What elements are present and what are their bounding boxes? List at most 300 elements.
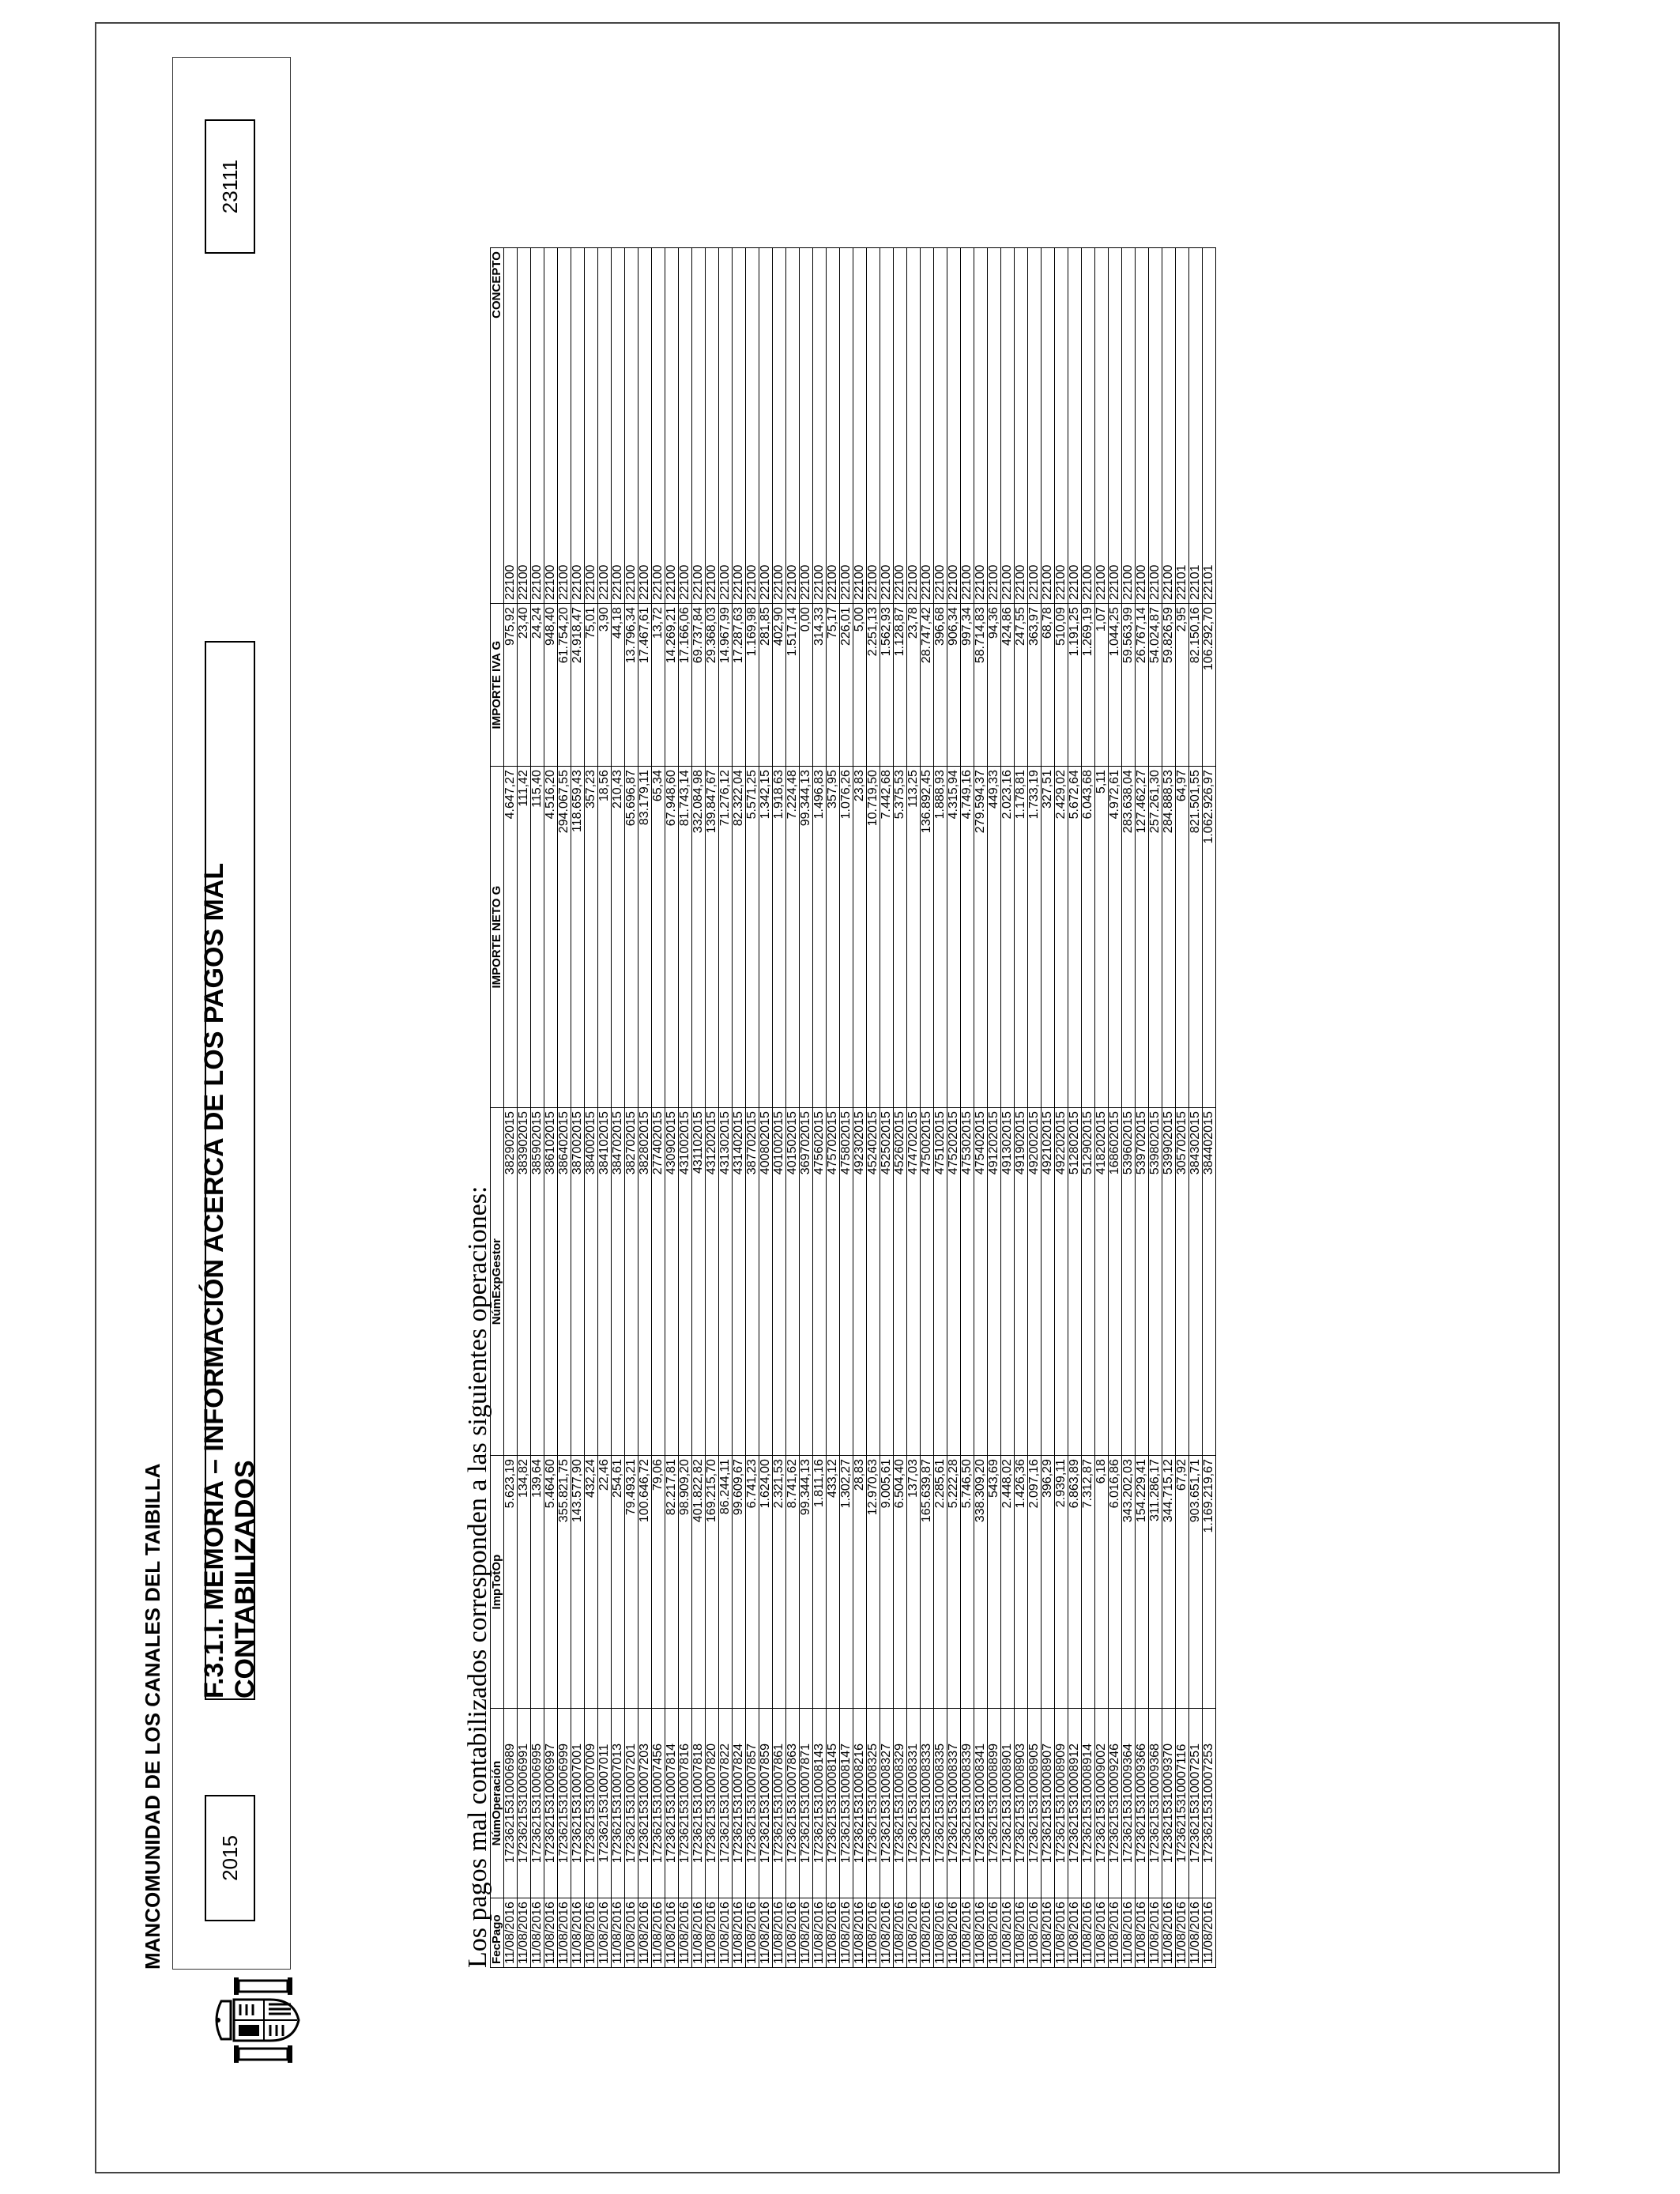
importe-iva-cell: 14.967,99 [719, 604, 733, 767]
numexpgestor-cell: 512902015 [1082, 1108, 1095, 1456]
numexpgestor-cell: 400802015 [759, 1108, 773, 1456]
importe-iva-cell: 1.562,93 [880, 604, 894, 767]
imptotop-cell: 12.970,63 [867, 1456, 880, 1709]
numoperacion-cell: 17236215310007820 [706, 1709, 719, 1898]
fecpago-cell: 11/08/2016 [1176, 1898, 1189, 1968]
imptotop-cell: 6.016,86 [1109, 1456, 1122, 1709]
concepto-cell: 22100 [1001, 248, 1015, 604]
importe-iva-cell: 510,09 [1055, 604, 1068, 767]
table-row [1042, 248, 1055, 1968]
fecpago-cell: 11/08/2016 [733, 1898, 746, 1968]
importe-iva-cell: 2,95 [1176, 604, 1189, 767]
fecpago-cell: 11/08/2016 [598, 1898, 612, 1968]
numoperacion-cell: 17236215310008912 [1068, 1709, 1082, 1898]
importe-iva-cell: 1.044,25 [1109, 604, 1122, 767]
importe-neto-cell: 210,43 [612, 767, 625, 1108]
numoperacion-cell: 17236215310009366 [1136, 1709, 1149, 1898]
table-row [880, 248, 894, 1968]
imptotop-cell: 99.609,67 [733, 1456, 746, 1709]
fecpago-cell: 11/08/2016 [544, 1898, 558, 1968]
imptotop-cell: 5.623,19 [504, 1456, 518, 1709]
fecpago-cell: 11/08/2016 [1001, 1898, 1015, 1968]
numexpgestor-cell: 384302015 [1189, 1108, 1203, 1456]
importe-neto-cell: 332.084,98 [692, 767, 706, 1108]
table-row [652, 248, 665, 1968]
table-row [853, 248, 867, 1968]
table-row [531, 248, 544, 1968]
fecpago-cell: 11/08/2016 [531, 1898, 544, 1968]
importe-iva-cell: 1.128,87 [894, 604, 907, 767]
concepto-cell: 22100 [1068, 248, 1082, 604]
imptotop-cell: 100.646,72 [638, 1456, 652, 1709]
numoperacion-cell: 17236215310007861 [773, 1709, 786, 1898]
numoperacion-cell: 17236215310007011 [598, 1709, 612, 1898]
imptotop-cell: 2.097,16 [1028, 1456, 1042, 1709]
importe-neto-cell: 82.322,04 [733, 767, 746, 1108]
table-row [1149, 248, 1162, 1968]
concepto-cell: 22100 [921, 248, 934, 604]
numexpgestor-cell: 539802015 [1149, 1108, 1162, 1456]
coat-of-arms-icon [215, 1976, 303, 2064]
numexpgestor-cell: 492302015 [853, 1108, 867, 1456]
numexpgestor-cell: 492102015 [1042, 1108, 1055, 1456]
importe-neto-cell: 357,23 [585, 767, 598, 1108]
importe-iva-cell: 226,01 [840, 604, 853, 767]
importe-iva-cell: 44,18 [612, 604, 625, 767]
table-row [773, 248, 786, 1968]
table-row [1136, 248, 1149, 1968]
table-row [1001, 248, 1015, 1968]
imptotop-cell: 82.217,81 [665, 1456, 679, 1709]
table-row [1162, 248, 1176, 1968]
imptotop-cell: 433,12 [827, 1456, 840, 1709]
fecpago-cell: 11/08/2016 [1203, 1898, 1216, 1968]
numoperacion-cell: 17236215310008909 [1055, 1709, 1068, 1898]
fecpago-cell: 11/08/2016 [988, 1898, 1001, 1968]
numoperacion-cell: 17236215310007857 [746, 1709, 759, 1898]
importe-neto-cell: 139.847,67 [706, 767, 719, 1108]
table-row [894, 248, 907, 1968]
fecpago-cell: 11/08/2016 [894, 1898, 907, 1968]
fecpago-cell: 11/08/2016 [1162, 1898, 1176, 1968]
importe-iva-cell: 997,34 [961, 604, 974, 767]
fecpago-cell: 11/08/2016 [612, 1898, 625, 1968]
importe-iva-cell: 28.747,42 [921, 604, 934, 767]
concepto-cell: 22100 [974, 248, 988, 604]
numexpgestor-cell: 382702015 [625, 1108, 638, 1456]
concepto-cell: 22100 [1082, 248, 1095, 604]
table-row [759, 248, 773, 1968]
importe-iva-cell: 29.368,03 [706, 604, 719, 767]
importe-iva-cell: 23,40 [518, 604, 531, 767]
importe-neto-cell: 6.043,68 [1082, 767, 1095, 1108]
importe-neto-cell: 2.429,02 [1055, 767, 1068, 1108]
numexpgestor-cell: 539602015 [1122, 1108, 1136, 1456]
operations-table [490, 247, 1216, 1968]
numexpgestor-cell: 384102015 [598, 1108, 612, 1456]
table-row [638, 248, 652, 1968]
importe-neto-cell: 1.918,63 [773, 767, 786, 1108]
numexpgestor-cell: 452502015 [880, 1108, 894, 1456]
numexpgestor-cell: 475702015 [827, 1108, 840, 1456]
imptotop-cell: 6.504,40 [894, 1456, 907, 1709]
concepto-cell: 22100 [733, 248, 746, 604]
importe-iva-cell: 24.918,47 [571, 604, 585, 767]
imptotop-cell: 28,83 [853, 1456, 867, 1709]
fecpago-cell: 11/08/2016 [504, 1898, 518, 1968]
numoperacion-cell: 17236215310007824 [733, 1709, 746, 1898]
fecpago-cell: 11/08/2016 [1082, 1898, 1095, 1968]
fecpago-cell: 11/08/2016 [706, 1898, 719, 1968]
numoperacion-cell: 17236215310008216 [853, 1709, 867, 1898]
numexpgestor-cell: 384402015 [1203, 1108, 1216, 1456]
importe-neto-cell: 81.743,14 [679, 767, 692, 1108]
imptotop-cell: 5.464,60 [544, 1456, 558, 1709]
fecpago-cell: 11/08/2016 [800, 1898, 813, 1968]
fecpago-cell: 11/08/2016 [947, 1898, 961, 1968]
numexpgestor-cell: 384002015 [585, 1108, 598, 1456]
concepto-cell: 22100 [706, 248, 719, 604]
numoperacion-cell: 17236215310007116 [1176, 1709, 1189, 1898]
concepto-cell: 22100 [961, 248, 974, 604]
concepto-cell: 22100 [853, 248, 867, 604]
concepto-cell: 22100 [759, 248, 773, 604]
fecpago-cell: 11/08/2016 [1136, 1898, 1149, 1968]
concepto-cell: 22100 [1162, 248, 1176, 604]
numoperacion-cell: 17236215310007814 [665, 1709, 679, 1898]
numexpgestor-cell: 475602015 [813, 1108, 827, 1456]
importe-neto-cell: 7.224,48 [786, 767, 800, 1108]
col-header-fecpago: FecPago [491, 1898, 504, 1968]
concepto-cell: 22100 [934, 248, 947, 604]
importe-iva-cell: 17.287,63 [733, 604, 746, 767]
fecpago-cell: 11/08/2016 [1015, 1898, 1028, 1968]
importe-iva-cell: 0,00 [800, 604, 813, 767]
imptotop-cell: 401.822,82 [692, 1456, 706, 1709]
importe-iva-cell: 59.563,99 [1122, 604, 1136, 767]
concepto-cell: 22100 [571, 248, 585, 604]
numoperacion-cell: 17236215310007013 [612, 1709, 625, 1898]
header-box [172, 57, 291, 1970]
importe-iva-cell: 106.292,70 [1203, 604, 1216, 767]
concepto-cell: 22100 [1028, 248, 1042, 604]
fecpago-cell: 11/08/2016 [719, 1898, 733, 1968]
fecpago-cell: 11/08/2016 [679, 1898, 692, 1968]
concepto-cell: 22100 [1149, 248, 1162, 604]
concepto-cell: 22100 [625, 248, 638, 604]
concepto-cell: 22100 [988, 248, 1001, 604]
importe-neto-cell: 1.733,19 [1028, 767, 1042, 1108]
table-row [719, 248, 733, 1968]
numoperacion-cell: 17236215310007203 [638, 1709, 652, 1898]
numexpgestor-cell: 430902015 [665, 1108, 679, 1456]
importe-neto-cell: 71.276,12 [719, 767, 733, 1108]
numoperacion-cell: 17236215310007251 [1189, 1709, 1203, 1898]
numoperacion-cell: 17236215310006999 [558, 1709, 571, 1898]
concepto-cell: 22100 [1042, 248, 1055, 604]
importe-neto-cell: 5.571,25 [746, 767, 759, 1108]
importe-iva-cell: 17.467,61 [638, 604, 652, 767]
importe-iva-cell: 247,55 [1015, 604, 1028, 767]
imptotop-cell: 9.005,61 [880, 1456, 894, 1709]
concepto-cell: 22100 [947, 248, 961, 604]
importe-neto-cell: 111,42 [518, 767, 531, 1108]
numoperacion-cell: 17236215310008337 [947, 1709, 961, 1898]
concepto-cell: 22101 [1176, 248, 1189, 604]
year-box: 2015 [205, 1795, 255, 1921]
concepto-cell: 22100 [1055, 248, 1068, 604]
fecpago-cell: 11/08/2016 [880, 1898, 894, 1968]
fecpago-cell: 11/08/2016 [773, 1898, 786, 1968]
importe-iva-cell: 2.251,13 [867, 604, 880, 767]
importe-iva-cell: 402,90 [773, 604, 786, 767]
concepto-cell: 22100 [867, 248, 880, 604]
concepto-cell: 22100 [531, 248, 544, 604]
document-title: F.3.1.I. MEMORIA – INFORMACIÓN ACERCA DE LOS PAGOS MAL CONTABILIZADOS [205, 641, 255, 1700]
numexpgestor-cell: 383902015 [518, 1108, 531, 1456]
imptotop-cell: 67,92 [1176, 1456, 1189, 1709]
importe-iva-cell: 281,85 [759, 604, 773, 767]
table-row [733, 248, 746, 1968]
numexpgestor-cell: 386102015 [544, 1108, 558, 1456]
table-row [585, 248, 598, 1968]
numoperacion-cell: 17236215310008335 [934, 1709, 947, 1898]
imptotop-cell: 154.229,41 [1136, 1456, 1149, 1709]
numexpgestor-cell: 386402015 [558, 1108, 571, 1456]
col-header-numexpgestor: NúmExpGestor [491, 1108, 504, 1456]
table-row [1095, 248, 1109, 1968]
numoperacion-cell: 17236215310006991 [518, 1709, 531, 1898]
importe-iva-cell: 14.269,21 [665, 604, 679, 767]
importe-neto-cell: 294.067,55 [558, 767, 571, 1108]
numoperacion-cell: 17236215310007253 [1203, 1709, 1216, 1898]
table-row [813, 248, 827, 1968]
importe-iva-cell: 58.714,83 [974, 604, 988, 767]
col-header-importe-iva: IMPORTE IVA G [491, 604, 504, 767]
importe-iva-cell: 54.024,87 [1149, 604, 1162, 767]
concepto-cell: 22101 [1189, 248, 1203, 604]
concepto-cell: 22100 [1136, 248, 1149, 604]
importe-iva-cell: 1,07 [1095, 604, 1109, 767]
importe-iva-cell: 75,17 [827, 604, 840, 767]
numexpgestor-cell: 475302015 [961, 1108, 974, 1456]
imptotop-cell: 396,29 [1042, 1456, 1055, 1709]
fecpago-cell: 11/08/2016 [1122, 1898, 1136, 1968]
concepto-cell: 22100 [504, 248, 518, 604]
importe-neto-cell: 1.178,81 [1015, 767, 1028, 1108]
table-row [840, 248, 853, 1968]
concepto-cell: 22100 [652, 248, 665, 604]
numexpgestor-cell: 418202015 [1095, 1108, 1109, 1456]
table-row [1122, 248, 1136, 1968]
imptotop-cell: 543,69 [988, 1456, 1001, 1709]
concepto-cell: 22100 [585, 248, 598, 604]
numexpgestor-cell: 387002015 [571, 1108, 585, 1456]
importe-neto-cell: 1.076,26 [840, 767, 853, 1108]
imptotop-cell: 2.285,61 [934, 1456, 947, 1709]
imptotop-cell: 344.715,12 [1162, 1456, 1176, 1709]
table-row [558, 248, 571, 1968]
numexpgestor-cell: 431402015 [733, 1108, 746, 1456]
importe-iva-cell: 69.737,84 [692, 604, 706, 767]
importe-neto-cell: 821.501,55 [1189, 767, 1203, 1108]
fecpago-cell: 11/08/2016 [652, 1898, 665, 1968]
importe-neto-cell: 23,83 [853, 767, 867, 1108]
imptotop-cell: 1.169.219,67 [1203, 1456, 1216, 1709]
numexpgestor-cell: 492202015 [1055, 1108, 1068, 1456]
concepto-cell: 22101 [1203, 248, 1216, 604]
col-header-numoperacion: NúmOperación [491, 1709, 504, 1898]
numoperacion-cell: 17236215310008325 [867, 1709, 880, 1898]
concepto-cell: 22100 [558, 248, 571, 604]
numexpgestor-cell: 401002015 [773, 1108, 786, 1456]
importe-neto-cell: 283.638,04 [1122, 767, 1136, 1108]
concepto-cell: 22100 [773, 248, 786, 604]
fecpago-cell: 11/08/2016 [638, 1898, 652, 1968]
importe-neto-cell: 65,34 [652, 767, 665, 1108]
numexpgestor-cell: 491302015 [1001, 1108, 1015, 1456]
importe-neto-cell: 257.261,30 [1149, 767, 1162, 1108]
fecpago-cell: 11/08/2016 [585, 1898, 598, 1968]
fecpago-cell: 11/08/2016 [813, 1898, 827, 1968]
table-row [625, 248, 638, 1968]
numoperacion-cell: 17236215310008339 [961, 1709, 974, 1898]
col-header-imptotop: ImpTotOp [491, 1456, 504, 1709]
importe-iva-cell: 1.191,25 [1068, 604, 1082, 767]
imptotop-cell: 2.939,11 [1055, 1456, 1068, 1709]
numoperacion-cell: 17236215310008905 [1028, 1709, 1042, 1898]
imptotop-cell: 903.651,71 [1189, 1456, 1203, 1709]
imptotop-cell: 79.493,21 [625, 1456, 638, 1709]
importe-iva-cell: 59.826,59 [1162, 604, 1176, 767]
importe-neto-cell: 279.594,37 [974, 767, 988, 1108]
table-row [1203, 248, 1216, 1968]
concepto-cell: 22100 [786, 248, 800, 604]
importe-iva-cell: 82.150,16 [1189, 604, 1203, 767]
importe-neto-cell: 136.892,45 [921, 767, 934, 1108]
table-row [598, 248, 612, 1968]
importe-neto-cell: 4.315,94 [947, 767, 961, 1108]
importe-iva-cell: 17.166,06 [679, 604, 692, 767]
table-row [786, 248, 800, 1968]
numexpgestor-cell: 491902015 [1015, 1108, 1028, 1456]
numoperacion-cell: 17236215310009370 [1162, 1709, 1176, 1898]
table-row [571, 248, 585, 1968]
imptotop-cell: 338.309,20 [974, 1456, 988, 1709]
importe-neto-cell: 5.672,64 [1068, 767, 1082, 1108]
importe-neto-cell: 1.062.926,97 [1203, 767, 1216, 1108]
importe-neto-cell: 99.344,13 [800, 767, 813, 1108]
numexpgestor-cell: 168602015 [1109, 1108, 1122, 1456]
importe-neto-cell: 113,25 [907, 767, 921, 1108]
numoperacion-cell: 17236215310007201 [625, 1709, 638, 1898]
numexpgestor-cell: 384702015 [612, 1108, 625, 1456]
numoperacion-cell: 17236215310006989 [504, 1709, 518, 1898]
table-row [800, 248, 813, 1968]
importe-neto-cell: 5.375,53 [894, 767, 907, 1108]
fecpago-cell: 11/08/2016 [1042, 1898, 1055, 1968]
fecpago-cell: 11/08/2016 [827, 1898, 840, 1968]
fecpago-cell: 11/08/2016 [1189, 1898, 1203, 1968]
imptotop-cell: 2.321,53 [773, 1456, 786, 1709]
numoperacion-cell: 17236215310009246 [1109, 1709, 1122, 1898]
fecpago-cell: 11/08/2016 [759, 1898, 773, 1968]
table-row [1189, 248, 1203, 1968]
table-row [867, 248, 880, 1968]
importe-iva-cell: 363,97 [1028, 604, 1042, 767]
table-row [1028, 248, 1042, 1968]
fecpago-cell: 11/08/2016 [746, 1898, 759, 1968]
fecpago-cell: 11/08/2016 [1095, 1898, 1109, 1968]
numexpgestor-cell: 305702015 [1176, 1108, 1189, 1456]
numexpgestor-cell: 475802015 [840, 1108, 853, 1456]
concepto-cell: 22100 [518, 248, 531, 604]
numoperacion-cell: 17236215310006997 [544, 1709, 558, 1898]
importe-neto-cell: 4.972,61 [1109, 767, 1122, 1108]
numexpgestor-cell: 431102015 [692, 1108, 706, 1456]
table-row [1068, 248, 1082, 1968]
numoperacion-cell: 17236215310007009 [585, 1709, 598, 1898]
imptotop-cell: 22,46 [598, 1456, 612, 1709]
concepto-cell: 22100 [612, 248, 625, 604]
imptotop-cell: 254,61 [612, 1456, 625, 1709]
importe-neto-cell: 5,11 [1095, 767, 1109, 1108]
imptotop-cell: 169.215,70 [706, 1456, 719, 1709]
fecpago-cell: 11/08/2016 [558, 1898, 571, 1968]
fecpago-cell: 11/08/2016 [518, 1898, 531, 1968]
numexpgestor-cell: 431002015 [679, 1108, 692, 1456]
numoperacion-cell: 17236215310008143 [813, 1709, 827, 1898]
importe-iva-cell: 948,40 [544, 604, 558, 767]
imptotop-cell: 98.909,20 [679, 1456, 692, 1709]
imptotop-cell: 5.222,28 [947, 1456, 961, 1709]
table-row [921, 248, 934, 1968]
table-row [1015, 248, 1028, 1968]
imptotop-cell: 6.863,89 [1068, 1456, 1082, 1709]
numoperacion-cell: 17236215310008903 [1015, 1709, 1028, 1898]
concepto-cell: 22100 [1095, 248, 1109, 604]
numexpgestor-cell: 474702015 [907, 1108, 921, 1456]
importe-neto-cell: 83.179,11 [638, 767, 652, 1108]
table-row [504, 248, 518, 1968]
importe-neto-cell: 4.516,20 [544, 767, 558, 1108]
numoperacion-cell: 17236215310009002 [1095, 1709, 1109, 1898]
imptotop-cell: 137,03 [907, 1456, 921, 1709]
numoperacion-cell: 17236215310006995 [531, 1709, 544, 1898]
document-code: 23111 [205, 119, 255, 254]
numoperacion-cell: 17236215310008145 [827, 1709, 840, 1898]
numoperacion-cell: 17236215310007871 [800, 1709, 813, 1898]
numoperacion-cell: 17236215310008333 [921, 1709, 934, 1898]
imptotop-cell: 139,64 [531, 1456, 544, 1709]
col-header-concepto: CONCEPTO [491, 248, 504, 604]
importe-iva-cell: 13,72 [652, 604, 665, 767]
rotated-page [96, 41, 1561, 2175]
numexpgestor-cell: 512802015 [1068, 1108, 1082, 1456]
importe-iva-cell: 75,01 [585, 604, 598, 767]
imptotop-cell: 2.448,02 [1001, 1456, 1015, 1709]
fecpago-cell: 11/08/2016 [692, 1898, 706, 1968]
fecpago-cell: 11/08/2016 [840, 1898, 853, 1968]
numoperacion-cell: 17236215310008901 [1001, 1709, 1015, 1898]
concepto-cell: 22100 [746, 248, 759, 604]
concepto-cell: 22100 [907, 248, 921, 604]
fecpago-cell: 11/08/2016 [921, 1898, 934, 1968]
fecpago-cell: 11/08/2016 [571, 1898, 585, 1968]
concepto-cell: 22100 [692, 248, 706, 604]
concepto-cell: 22100 [638, 248, 652, 604]
table-row [692, 248, 706, 1968]
